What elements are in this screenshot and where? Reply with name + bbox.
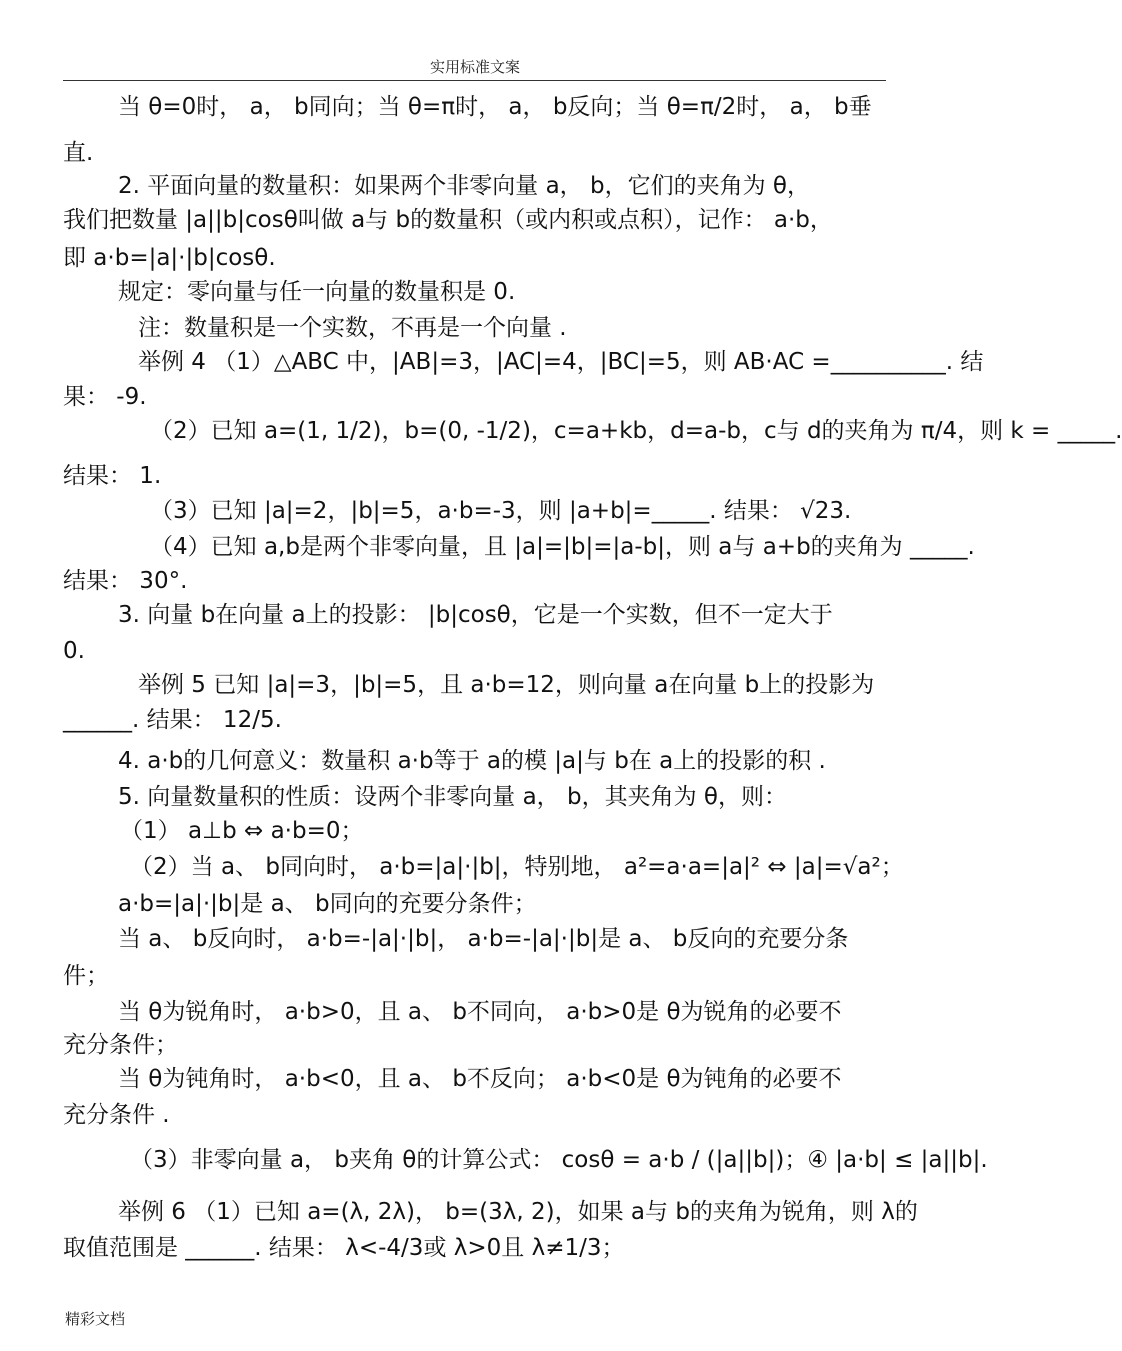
text-line: 结果： 1. — [63, 463, 162, 489]
text-line: 当 θ=0时， a， b同向；当 θ=π时， a， b反向；当 θ=π/2时， a， b垂 — [118, 94, 872, 120]
text-line: 直. — [63, 140, 94, 166]
text-line: 注：数量积是一个实数，不再是一个向量 . — [138, 315, 567, 341]
text-line: 件； — [63, 963, 109, 989]
text-line: 果： -9. — [63, 384, 147, 410]
text-line: 举例 4 （1）△ABC 中，|AB|=3，|AC|=4，|BC|=5，则 AB·AC =__________. 结 — [138, 349, 984, 375]
text-line: 当 a、 b反向时， a·b=-|a|·|b|， a·b=-|a|·|b|是 a、 b反向的充要分条 — [118, 926, 849, 952]
text-line: 4. a·b的几何意义：数量积 a·b等于 a的模 |a|与 b在 a上的投影的积 . — [118, 748, 826, 774]
text-line: （1） a⊥b ⇔ a·b=0； — [120, 818, 364, 844]
text-line: （3）非零向量 a， b夹角 θ的计算公式： cosθ = a·b / (|a||b|)；④ |a·b| ≤ |a||b|. — [130, 1147, 988, 1173]
text-line: 我们把数量 |a||b|cosθ叫做 a与 b的数量积（或内积或点积），记作： a·b， — [63, 207, 833, 233]
text-line: a·b=|a|·|b|是 a、 b同向的充要分条件； — [118, 891, 537, 917]
text-line: （4）已知 a,b是两个非零向量，且 |a|=|b|=|a-b|，则 a与 a+b的夹角为 _____. — [150, 534, 975, 560]
text-line: 举例 6 （1）已知 a=(λ, 2λ)， b=(3λ, 2)，如果 a与 b的夹角为锐角，则 λ的 — [118, 1199, 918, 1225]
text-line: 结果： 30°. — [63, 568, 188, 594]
text-line: 3. 向量 b在向量 a上的投影： |b|cosθ，它是一个实数，但不一定大于 — [118, 602, 833, 628]
text-line: ______. 结果： 12/5. — [63, 707, 282, 733]
header-rule — [63, 80, 886, 81]
text-line: 规定：零向量与任一向量的数量积是 0. — [118, 279, 516, 305]
text-line: （2）当 a、 b同向时， a·b=|a|·|b|，特别地， a²=a·a=|a|² ⇔ |a|=√a²； — [130, 854, 904, 880]
text-line: 0. — [63, 638, 85, 664]
text-line: 举例 5 已知 |a|=3，|b|=5，且 a·b=12，则向量 a在向量 b上的投影为 — [138, 672, 875, 698]
page-header: 实用标准文案 — [429, 58, 520, 76]
text-line: 5. 向量数量积的性质：设两个非零向量 a， b，其夹角为 θ，则： — [118, 784, 787, 810]
text-line: （3）已知 |a|=2，|b|=5，a·b=-3，则 |a+b|=_____. 结果： √23. — [150, 498, 852, 524]
text-line: 当 θ为钝角时， a·b<0，且 a、 b不反向； a·b<0是 θ为钝角的必要不 — [118, 1066, 842, 1092]
text-line: 充分条件； — [63, 1032, 178, 1058]
text-line: 取值范围是 ______. 结果： λ<-4/3或 λ>0且 λ≠1/3； — [63, 1235, 625, 1261]
text-line: 充分条件 . — [63, 1102, 170, 1128]
text-line: 即 a·b=|a|·|b|cosθ. — [63, 245, 276, 271]
text-line: 当 θ为锐角时， a·b>0，且 a、 b不同向， a·b>0是 θ为锐角的必要不 — [118, 999, 842, 1025]
page-footer: 精彩文档 — [65, 1310, 126, 1328]
text-line: （2）已知 a=(1, 1/2)，b=(0, -1/2)，c=a+kb，d=a-b，c与 d的夹角为 π/4，则 k = _____. — [150, 418, 1122, 444]
text-line: 2. 平面向量的数量积：如果两个非零向量 a， b，它们的夹角为 θ， — [118, 173, 810, 199]
